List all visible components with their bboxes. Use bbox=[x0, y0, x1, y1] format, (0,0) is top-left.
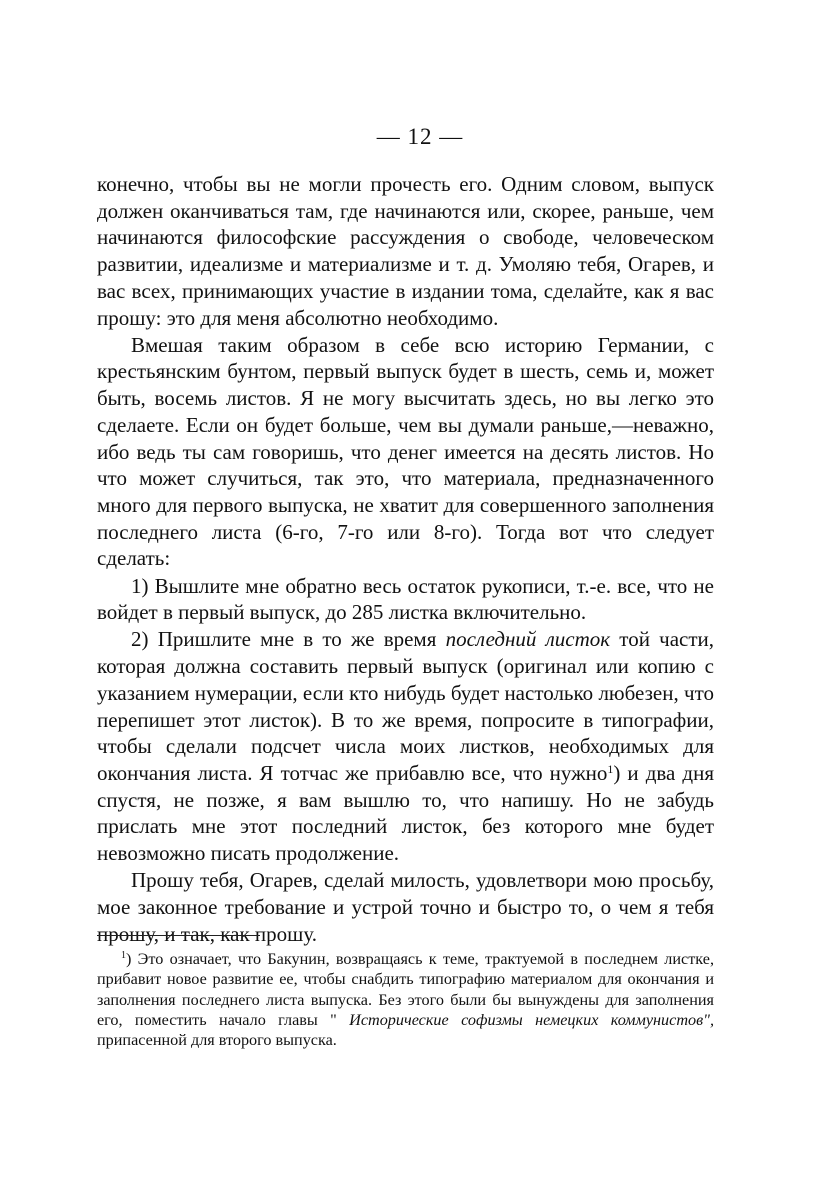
footnote-text-end: припасенной для второго выпуска. bbox=[97, 1031, 337, 1050]
footnote-text-start: ) Это означает, что Бакунин, возвращаясь к теме, трактуемой в последнем листке, прибавит новое развитие ее, чтобы снабдить типографию материалом для окончания и заполнения последнего листа выпуска. Без этого были бы вынуждены для заполнения его, поместить начало главы " bbox=[97, 950, 714, 1029]
paragraph-4-text-end: ) и два дня спустя, не позже, я вам вышлю то, что напишу. Но не забудь прислать мне этот последний листок, без которого мне будет невозможно писать продолжение. bbox=[97, 760, 714, 866]
footnote-text bbox=[97, 949, 714, 1050]
footnote-reference: 1 bbox=[607, 761, 614, 776]
page-number: — 12 — bbox=[376, 124, 464, 149]
emphasis-last-sheet: последний листок bbox=[445, 627, 611, 652]
paragraph-2: Вмешая таким образом в себе всю историю Германии, с крестьянским бунтом, первый выпуск будет в шесть, семь и, может быть, восемь листов. Я не могу высчитать здесь, но вы легко это сделаете. Если он будет больше, чем вы думали раньше,—неважно, ибо ведь ты сам говоришь, что денег имеется на десять листов. Но что может случиться, так это, что материала, предназначенного много для первого выпуска, не хватит для совершенного заполнения последнего листа (6-го, 7-го или 8-го). Тогда вот что следует сделать: bbox=[97, 332, 714, 571]
footnote-divider bbox=[97, 935, 260, 936]
paragraph-5: Прошу тебя, Огарев, сделай милость, удовлетвори мою просьбу, мое законное требование и устрой точно и быстро то, о чем я тебя прошу, и так, как прошу. bbox=[97, 868, 714, 946]
footnote-emphasis-chapter-title: Исторические софизмы немецких коммунистов", bbox=[349, 1010, 714, 1029]
footnote-marker: 1 bbox=[121, 950, 126, 961]
footnote bbox=[97, 949, 714, 1050]
paragraph-4-list-item-2 bbox=[97, 626, 714, 866]
paragraph-1: конечно, чтобы вы не могли прочесть его. Одним словом, выпуск должен оканчиваться там, где начинаются или, скорее, раньше, чем начинаются философские рассуждения о свободе, человеческом развитии, идеализме и материализме и т. д. Умоляю тебя, Огарев, и вас всех, принимающих участие в издании тома, сделайте, как я вас прошу: это для меня абсолютно необходимо. bbox=[97, 172, 714, 330]
main-text bbox=[97, 171, 714, 947]
paragraph-4-text-start: 2) Пришлите мне в то же время bbox=[131, 627, 446, 652]
paragraph-4-text-middle: той части, которая должна составить первый выпуск (оригинал или копию с указанием нумерации, если кто нибудь будет настолько любезен, что перепишет этот листок). В то же время, попросите в типографии, чтобы сделали подсчет числа моих листков, необходимых для окончания листа. Я тотчас же прибавлю все, что нужно bbox=[97, 627, 714, 785]
paragraph-3-list-item-1: 1) Вышлите мне обратно весь остаток рукописи, т.-е. все, что не войдет в первый выпуск, до 285 листка включительно. bbox=[97, 573, 714, 625]
